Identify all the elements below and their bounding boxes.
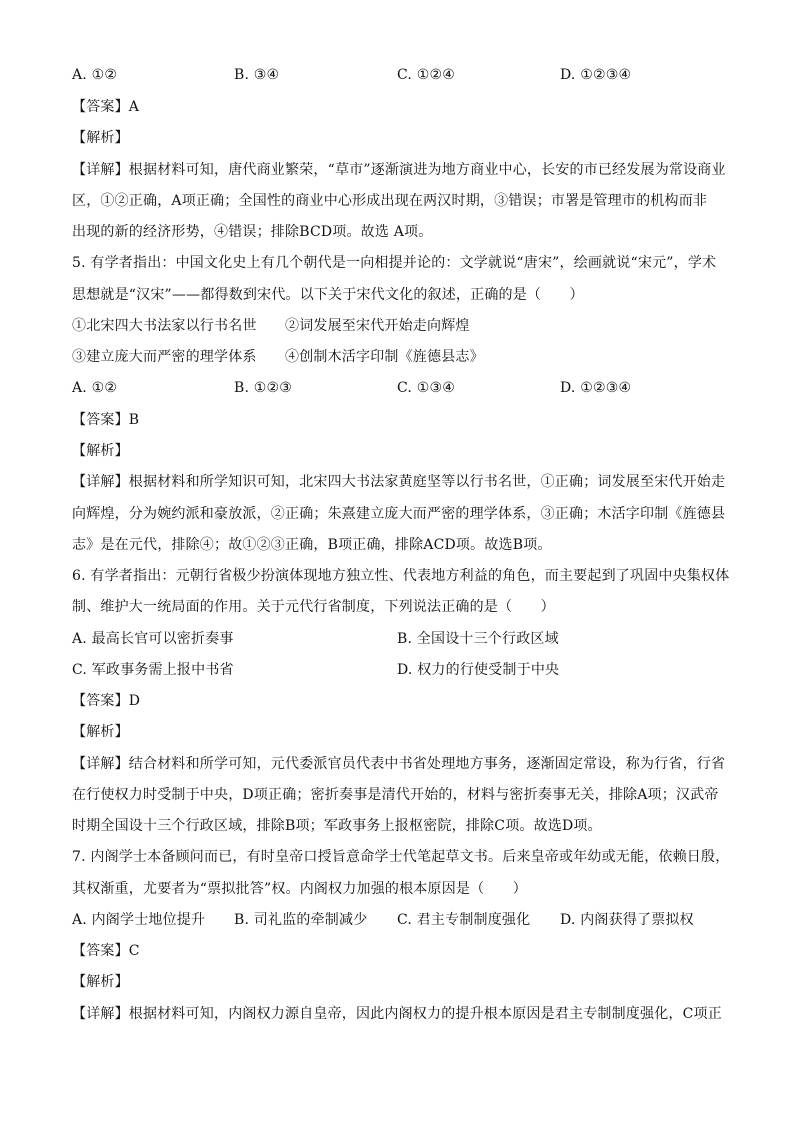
q6-detail-line: 时期全国设十三个行政区域，排除B项；军政事务上报枢密院，排除C项。故选D项。 xyxy=(72,818,602,834)
q6-option-b: B. 全国设十三个行政区域 xyxy=(397,631,559,647)
q5-option-d: D. ①②③④ xyxy=(560,380,632,396)
q5-detail-line: 向辉煌，分为婉约派和豪放派，②正确；朱熹建立庞大而严密的理学体系，③正确；木活字印制《旌德县 xyxy=(72,506,726,522)
q4-option-d: D. ①②③④ xyxy=(560,67,632,83)
q6-option-a: A. 最高长官可以密折奏事 xyxy=(72,631,234,647)
q5-answer: 【答案】B xyxy=(72,412,140,428)
q7-option-b: B. 司礼监的牵制减少 xyxy=(234,912,368,928)
q4-detail-line: 【详解】根据材料可知，唐代商业繁荣，“草市”逐渐演进为地方商业中心，长安的市已经发展为常设商业 xyxy=(72,162,726,178)
q4-answer: 【答案】A xyxy=(72,99,140,115)
q7-detail-line: 【详解】根据材料可知，内阁权力源自皇帝，因此内阁权力的提升根本原因是君主专制制度强化，C项正 xyxy=(72,1006,722,1022)
q7-option-d: D. 内阁获得了票拟权 xyxy=(560,912,694,928)
q6-answer: 【答案】D xyxy=(72,693,141,709)
q4-option-b: B. ③④ xyxy=(234,67,280,83)
q7-answer: 【答案】C xyxy=(72,943,140,959)
q4-detail-line: 区，①②正确，A项正确；全国性的商业中心形成出现在两汉时期，③错误；市署是管理市的机构而非 xyxy=(72,193,708,209)
q4-option-a: A. ①② xyxy=(72,67,118,83)
q6-detail-line: 在行使权力时受制于中央，D项正确；密折奏事是清代开始的，材料与密折奏事无关，排除A项；汉武帝 xyxy=(72,787,719,803)
q7-analysis-label: 【解析】 xyxy=(72,974,129,990)
q6-option-c: C. 军政事务需上报中书省 xyxy=(72,662,234,678)
q5-stem-line: 思想就是“汉宋”——都得数到宋代。以下关于宋代文化的叙述，正确的是（ ） xyxy=(72,287,584,303)
q6-analysis-label: 【解析】 xyxy=(72,724,129,740)
q6-option-d: D. 权力的行使受制于中央 xyxy=(397,662,560,678)
q7-option-a: A. 内阁学士地位提升 xyxy=(72,912,206,928)
q7-stem-line: 7. 内阁学士本备顾问而已，有时皇帝口授旨意命学士代笔起草文书。后来皇帝或年幼或无能，依赖日殷， xyxy=(72,849,730,865)
q5-option-b: B. ①②③ xyxy=(234,380,293,396)
q4-analysis-label: 【解析】 xyxy=(72,130,129,146)
q5-option-c: C. ①③④ xyxy=(397,380,455,396)
q5-statement-line: ③建立庞大而严密的理学体系 ④创制木活字印制《旌德县志》 xyxy=(72,349,484,365)
q6-stem-line: 6. 有学者指出：元朝行省极少扮演体现地方独立性、代表地方利益的角色，而主要起到了巩固中央集权体 xyxy=(72,568,730,584)
q5-statement-line: ①北宋四大书法家以行书名世 ②词发展至宋代开始走向辉煌 xyxy=(72,318,470,334)
q5-detail-line: 【详解】根据材料和所学知识可知，北宋四大书法家黄庭坚等以行书名世，①正确；词发展至宋代开始走 xyxy=(72,474,726,490)
q7-stem-line: 其权渐重，尤要者为“票拟批答”权。内阁权力加强的根本原因是（ ） xyxy=(72,881,527,897)
q5-option-a: A. ①② xyxy=(72,380,118,396)
q4-detail-line: 出现的新的经济形势，④错误；排除BCD项。故选 A项。 xyxy=(72,224,433,240)
q5-analysis-label: 【解析】 xyxy=(72,443,129,459)
q5-stem-line: 5. 有学者指出：中国文化史上有几个朝代是一向相提并论的：文学就说“唐宋”，绘画就说“宋元”，学术 xyxy=(72,255,717,271)
q5-detail-line: 志》是在元代，排除④；故①②③正确，B项正确，排除ACD项。故选B项。 xyxy=(72,537,552,553)
q7-option-c: C. 君主专制制度强化 xyxy=(397,912,531,928)
q4-option-c: C. ①②④ xyxy=(397,67,455,83)
q6-detail-line: 【详解】结合材料和所学可知，元代委派官员代表中书省处理地方事务，逐渐固定常设，称为行省，行省 xyxy=(72,756,726,772)
q6-stem-line: 制、维护大一统局面的作用。关于元代行省制度，下列说法正确的是（ ） xyxy=(72,599,555,615)
